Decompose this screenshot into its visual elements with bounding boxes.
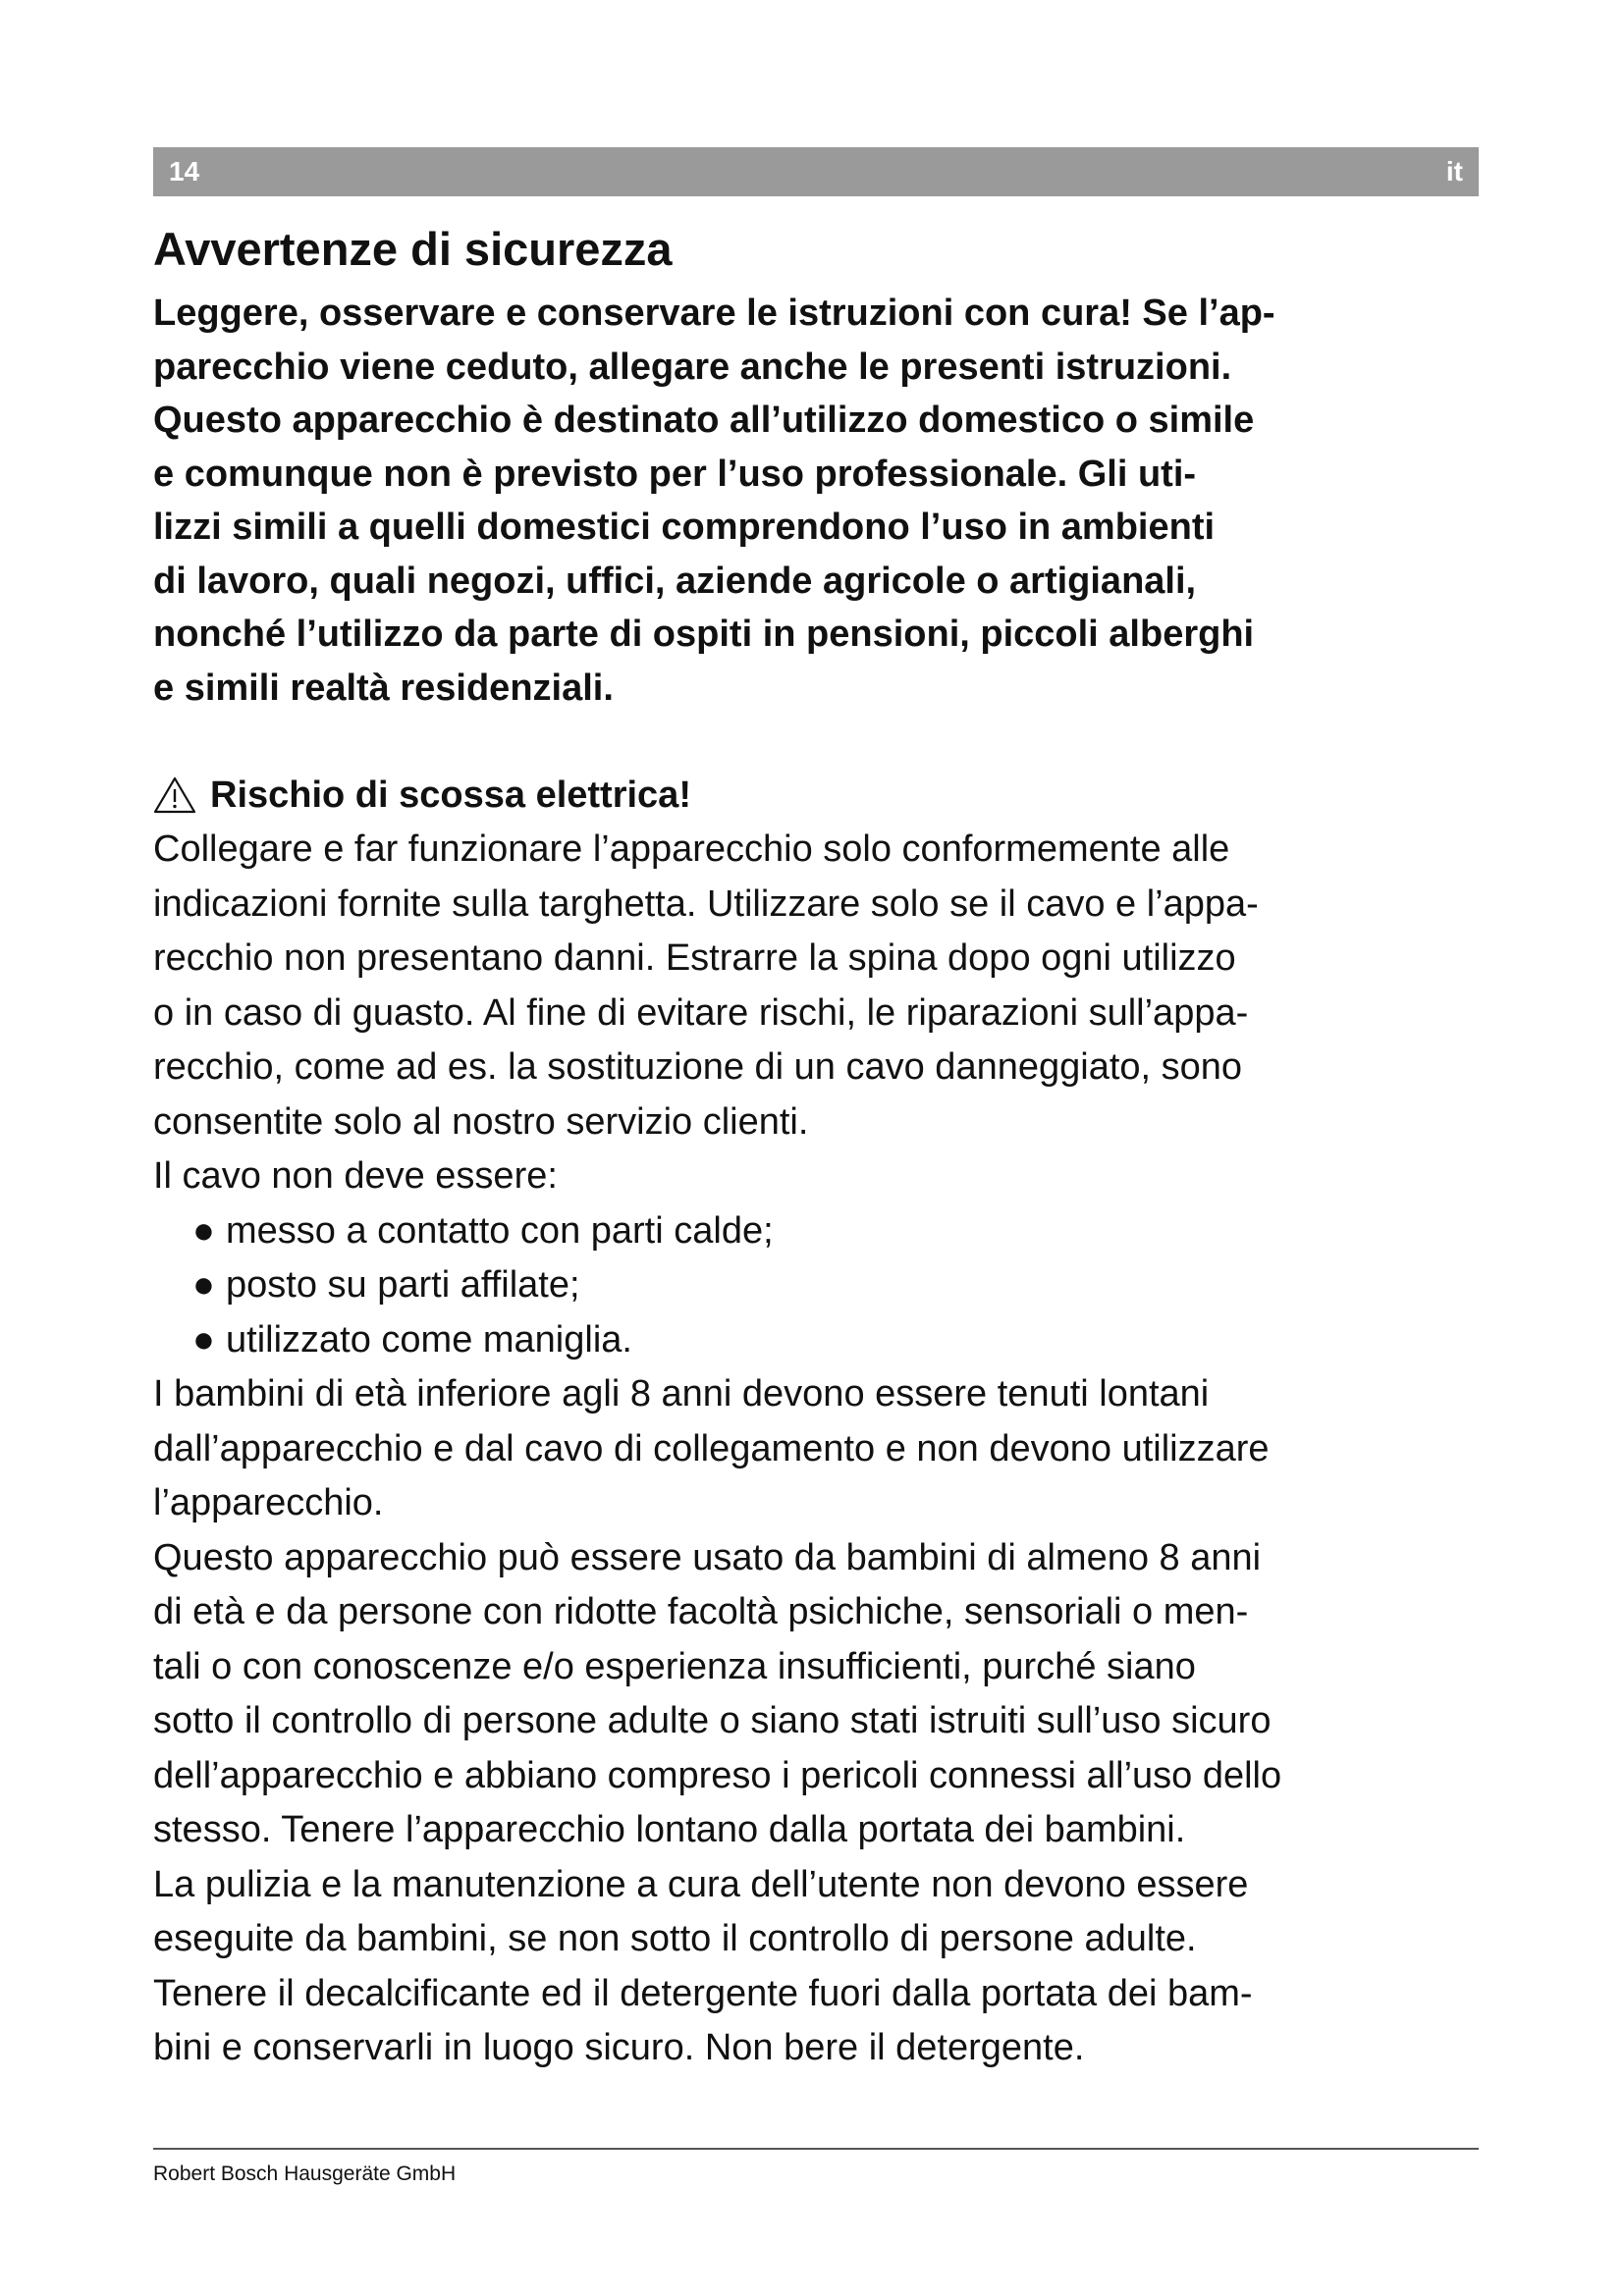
bullet-dot: ● (192, 1318, 215, 1361)
body-line: I bambini di età inferiore agli 8 anni devono essere tenuti lontani (153, 1373, 1210, 1415)
intro-line: Questo apparecchio è destinato all’utilizzo domestico o simile (153, 400, 1255, 441)
body-line: La pulizia e la manutenzione a cura dell’utente non devono essere (153, 1863, 1249, 1905)
body-line: dall’apparecchio e dal cavo di collegamento e non devono utilizzare (153, 1427, 1270, 1469)
body-line: Il cavo non deve essere: (153, 1155, 558, 1197)
page-title: Avvertenze di sicurezza (153, 223, 673, 275)
intro-line: nonché l’utilizzo da parte di ospiti in pensioni, piccoli alberghi (153, 614, 1255, 655)
body-line: Questo apparecchio può essere usato da bambini di almeno 8 anni (153, 1536, 1262, 1578)
bullet-dot: ● (192, 1209, 215, 1252)
body-line: o in caso di guasto. Al fine di evitare rischi, le riparazioni sull’appa- (153, 991, 1249, 1034)
intro-line: e simili realtà residenziali. (153, 667, 614, 709)
warning-heading-text: Rischio di scossa elettrica! (210, 774, 691, 816)
warning-body (153, 823, 1489, 2076)
page-content (153, 218, 1489, 2076)
intro-line: lizzi simili a quelli domestici comprendono l’uso in ambienti (153, 507, 1216, 548)
list-item-text: utilizzato come maniglia. (226, 1318, 632, 1361)
list-item-text: posto su parti affilate; (226, 1264, 580, 1306)
page-number: 14 (169, 156, 200, 187)
warning-heading (153, 768, 1489, 823)
warning-triangle-icon (153, 776, 196, 814)
body-line: recchio, come ad es. la sostituzione di un cavo danneggiato, sono (153, 1046, 1243, 1088)
list-item (153, 1258, 1489, 1313)
body-line: Tenere il decalcificante ed il detergente fuori dalla portata dei bam- (153, 1972, 1253, 2014)
body-line: indicazioni fornite sulla targhetta. Utilizzare solo se il cavo e l’appa- (153, 882, 1259, 925)
body-line: sotto il controllo di persone adulte o siano stati istruiti sull’uso sicuro (153, 1700, 1272, 1741)
body-line: recchio non presentano danni. Estrarre la spina dopo ogni utilizzo (153, 937, 1236, 979)
intro-line: Leggere, osservare e conservare le istruzioni con cura! Se l’ap- (153, 293, 1275, 334)
list-item (153, 1313, 1489, 1368)
bullet-dot: ● (192, 1264, 215, 1306)
page-header-bar (153, 147, 1479, 196)
list-item (153, 1204, 1489, 1259)
language-code: it (1445, 156, 1463, 187)
body-line: eseguite da bambini, se non sotto il controllo di persone adulte. (153, 1918, 1197, 1959)
intro-line: e comunque non è previsto per l’uso professionale. Gli uti- (153, 453, 1197, 495)
list-item-text: messo a contatto con parti calde; (226, 1209, 774, 1252)
intro-line: parecchio viene ceduto, allegare anche le presenti istruzioni. (153, 346, 1232, 388)
body-line: tali o con conoscenze e/o esperienza insufficienti, purché siano (153, 1645, 1196, 1687)
intro-paragraph (153, 287, 1489, 715)
body-line: dell’apparecchio e abbiano compreso i pericoli connessi all’uso dello (153, 1754, 1282, 1796)
intro-line: di lavoro, quali negozi, uffici, aziende agricole o artigianali, (153, 560, 1197, 602)
footer-company: Robert Bosch Hausgeräte GmbH (153, 2163, 457, 2185)
body-line: stesso. Tenere l’apparecchio lontano dalla portata dei bambini. (153, 1809, 1186, 1850)
footer-divider (153, 2148, 1479, 2150)
body-line: Collegare e far funzionare l’apparecchio solo conformemente alle (153, 828, 1230, 870)
body-line: bini e conservarli in luogo sicuro. Non bere il detergente. (153, 2027, 1085, 2068)
body-line: di età e da persone con ridotte facoltà psichiche, sensoriali o men- (153, 1591, 1249, 1632)
body-line: consentite solo al nostro servizio clienti. (153, 1100, 809, 1143)
body-line: l’apparecchio. (153, 1482, 384, 1523)
